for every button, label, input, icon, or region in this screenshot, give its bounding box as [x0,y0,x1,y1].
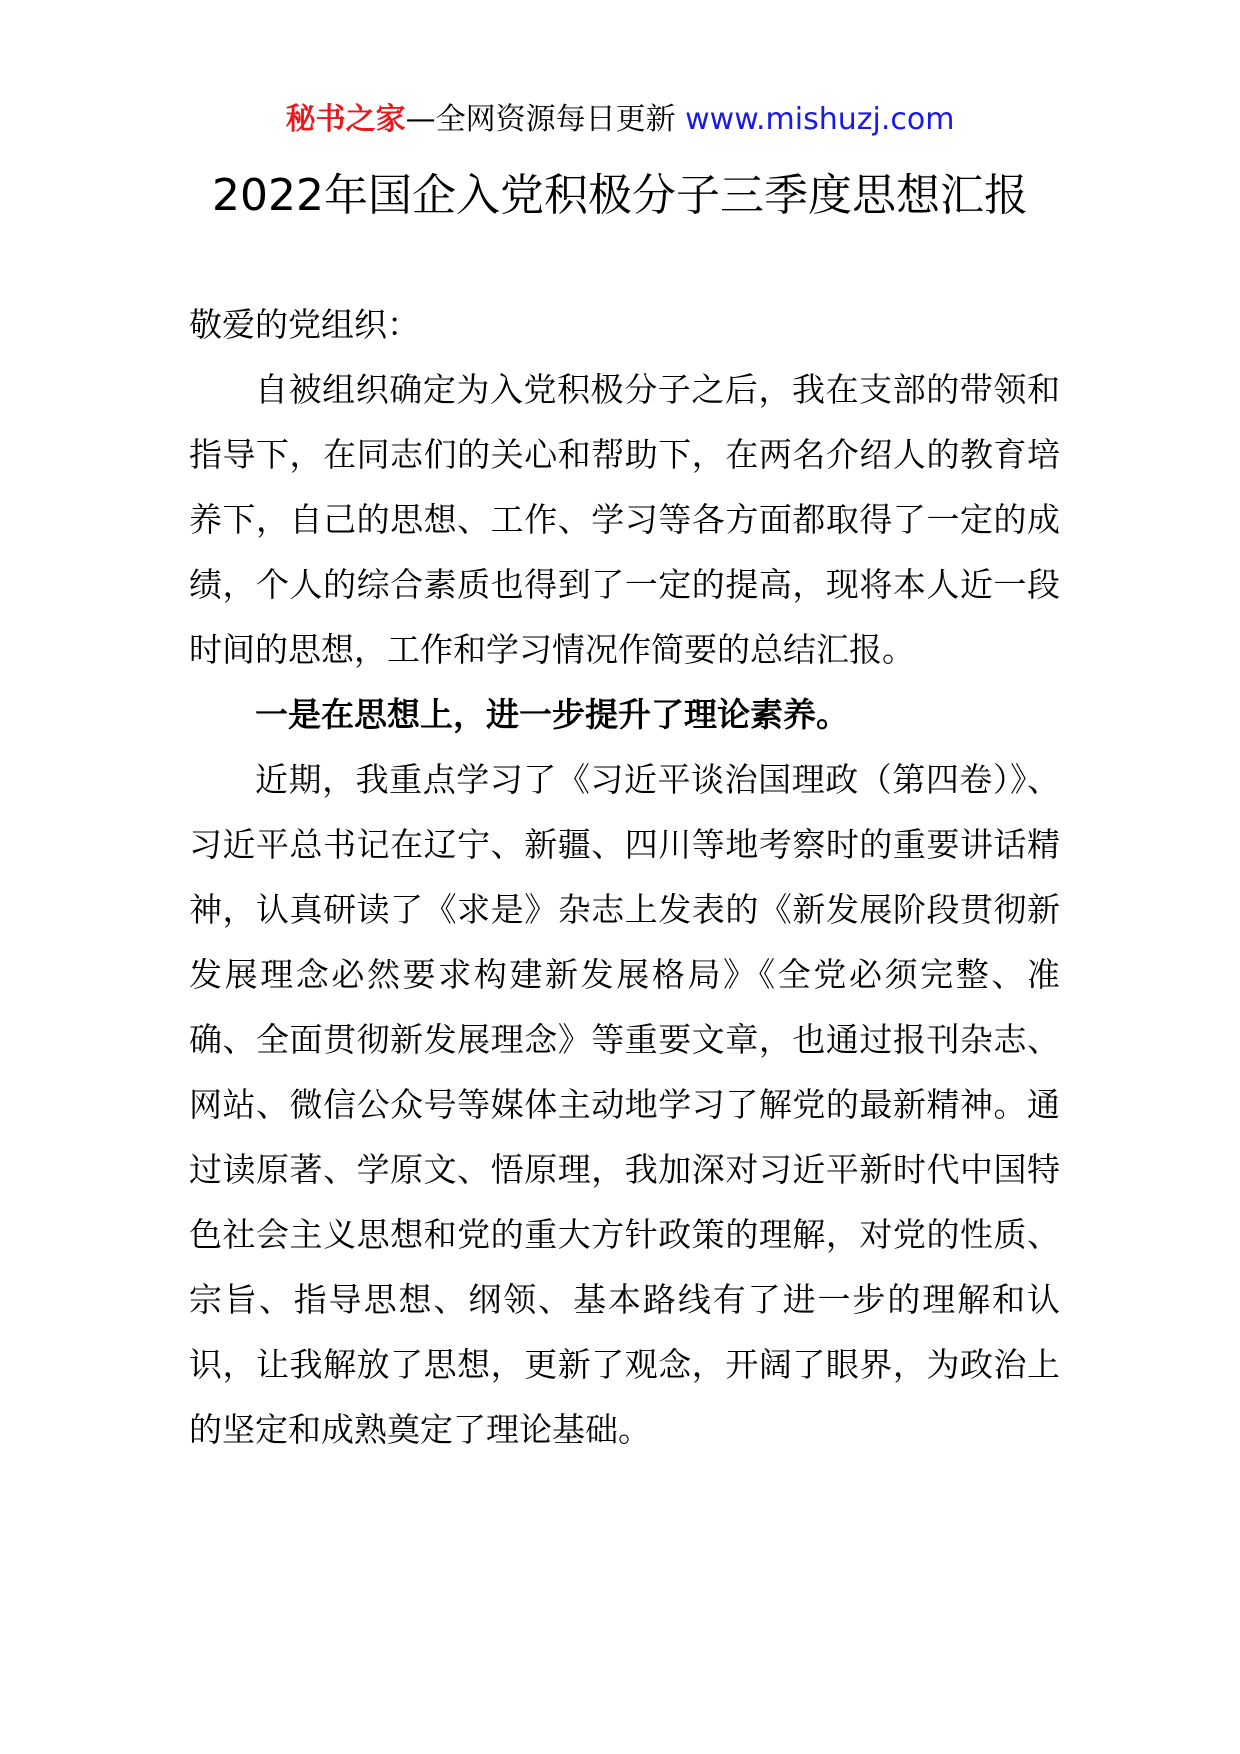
paragraph-intro: 自被组织确定为入党积极分子之后，我在支部的带领和指导下，在同志们的关心和帮助下，在两名介绍人的教育培养下，自己的思想、工作、学习等各方面都取得了一定的成绩，个人的综合素质也得到了一定的提高，现将本人近一段时间的思想，工作和学习情况作简要的总结汇报。 [189,370,1060,669]
site-url-link[interactable]: www.mishuzj.com [685,102,955,137]
document-body [189,292,1060,1462]
site-tagline: —全网资源每日更新 [405,102,676,137]
section-heading: 一是在思想上，进一步提升了理论素养。 [255,695,849,734]
site-brand: 秘书之家 [285,102,406,137]
salutation: 敬爱的党组织： [189,305,420,344]
document-title: 2022年国企入党积极分子三季度思想汇报 [212,170,1028,221]
paragraph-study: 近期，我重点学习了《习近平谈治国理政（第四卷）》、习近平总书记在辽宁、新疆、四川等地考察时的重要讲话精神，认真研读了《求是》杂志上发表的《新发展阶段贯彻新发展理念必然要求构建新发展格局》《全党必须完整、准确、全面贯彻新发展理念》等重要文章，也通过报刊杂志、网站、微信公众号等媒体主动地学习了解党的最新精神。通过读原著、学原文、悟原理，我加深对习近平新时代中国特色社会主义思想和党的重大方针政策的理解，对党的性质、宗旨、指导思想、纲领、基本路线有了进一步的理解和认识，让我解放了思想，更新了观念，开阔了眼界，为政治上的坚定和成熟奠定了理论基础。 [189,760,1060,1449]
site-banner [0,100,1240,140]
